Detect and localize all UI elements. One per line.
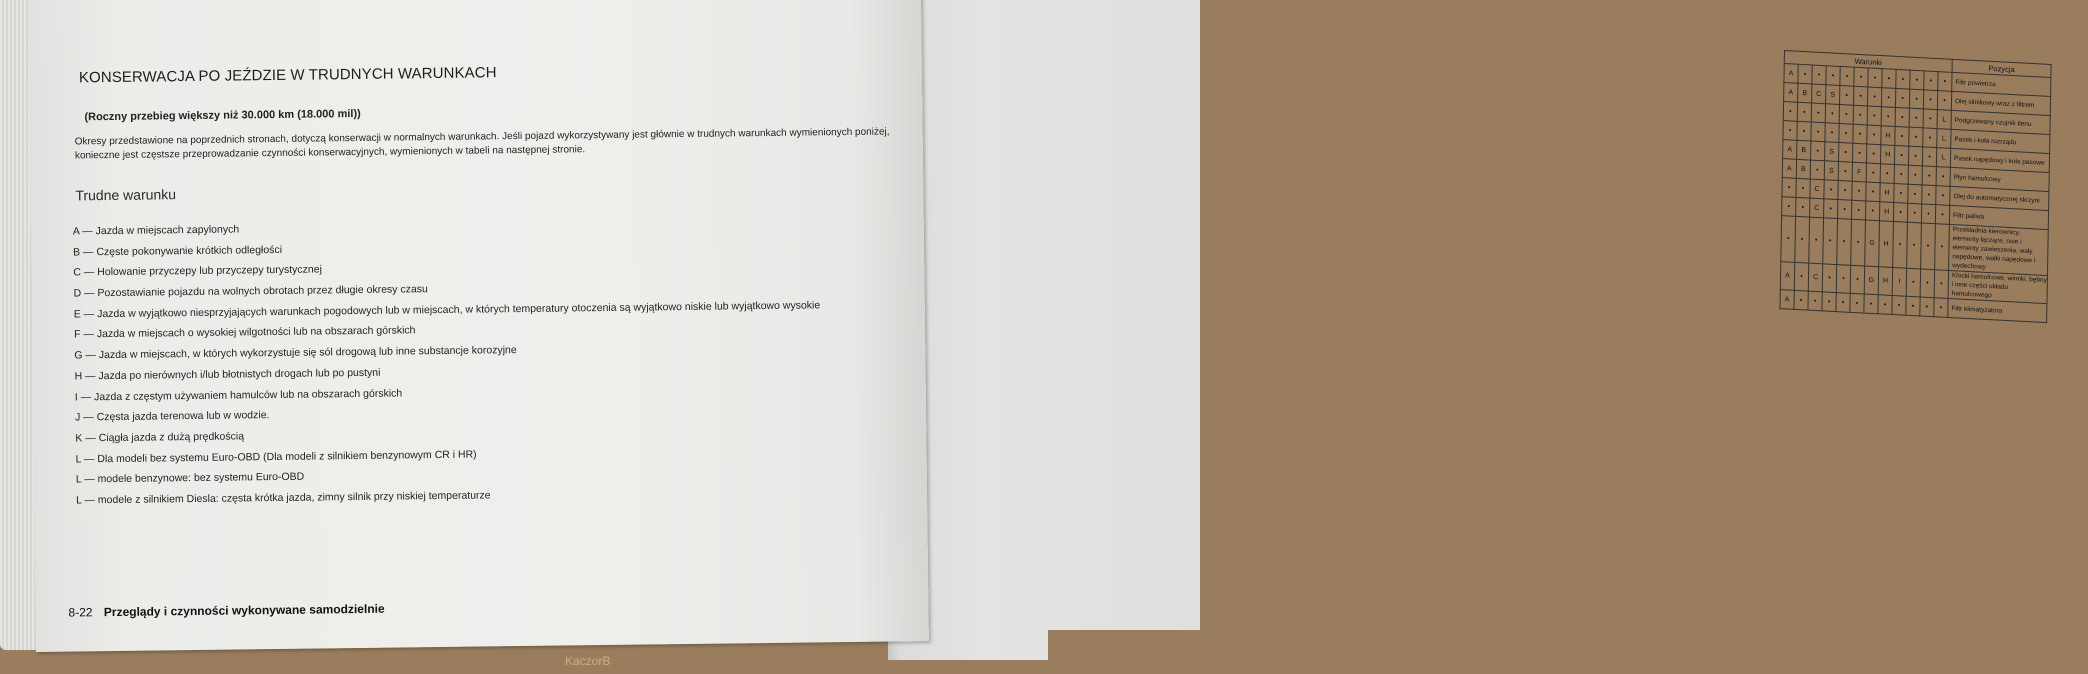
condition-cell: • [1836,293,1850,313]
condition-cell: • [1838,200,1852,220]
condition-cell: • [1922,166,1936,186]
condition-cell: • [1851,219,1866,266]
item-cell: Olej silnikowy wraz z filtrem [1951,91,2050,115]
condition-cell: • [1935,224,1950,271]
condition-cell: • [1853,143,1867,163]
condition-cell: • [1867,106,1881,126]
condition-cell: S [1826,85,1840,105]
condition-cell: • [1921,223,1936,270]
condition-cell: • [1796,197,1810,217]
table-surface [1048,630,1200,674]
condition-cell: B [1797,140,1811,160]
condition-cell: H [1879,202,1893,222]
condition-cell: • [1839,142,1853,162]
condition-item: L — Dla modeli bez systemu Euro-OBD (Dla modeli z silnikiem benzynowym CR i HR) [75,448,477,466]
condition-cell: • [1838,162,1852,182]
right-page [888,0,2047,660]
condition-cell: C [1812,84,1826,104]
condition-cell: • [1809,217,1824,264]
condition-cell: • [1853,124,1867,144]
condition-cell: • [1894,183,1908,203]
condition-cell: • [1907,203,1921,223]
condition-cell: • [1909,89,1923,109]
condition-item: K — Ciągła jazda z dużą prędkością [75,430,245,445]
condition-cell: • [1895,107,1909,127]
condition-cell: • [1782,197,1796,217]
maintenance-table [1779,50,2051,323]
intro-paragraph: Okresy przedstawione na poprzednich stronach, dotyczą konserwacji w normalnych warunkach. Jeśli pojazd wykorzystywany jest głównie w trudnych warunkach wymienionych poniżej, konieczne jest częstsze przeprowadzanie czynności konserwacyjnych, wymienionych w tabeli na następnej stronie. [74,126,890,162]
condition-cell: • [1910,70,1924,90]
condition-cell: • [1782,178,1796,198]
condition-cell: • [1839,123,1853,143]
condition-cell: • [1811,141,1825,161]
condition-cell: • [1824,199,1838,219]
condition-cell: • [1894,164,1908,184]
condition-item: G — Jazda w miejscach, w których wykorzystuje się sól drogową lub inne substancje korozyjne [74,344,517,362]
condition-cell: • [1866,182,1880,202]
condition-cell: L [1937,110,1951,130]
condition-cell: • [1895,88,1909,108]
condition-cell: • [1823,218,1838,265]
condition-cell: • [1908,165,1922,185]
condition-cell: • [1935,205,1949,225]
condition-cell: • [1852,181,1866,201]
condition-cell: • [1825,123,1839,143]
item-header: Pozycja [1952,59,2051,77]
condition-cell: • [1783,121,1797,141]
condition-cell: • [1796,178,1810,198]
condition-cell: • [1923,109,1937,129]
condition-cell: • [1797,102,1811,122]
condition-cell: H [1878,267,1892,296]
condition-cell: • [1866,163,1880,183]
condition-cell: H [1879,221,1894,268]
condition-cell: G [1865,220,1880,267]
condition-cell: • [1812,65,1826,85]
condition-cell: • [1795,216,1810,263]
condition-cell: • [1810,160,1824,180]
condition-item: F — Jazda w miejscach o wysokiej wilgotności lub na obszarach górskich [74,324,416,341]
condition-cell: • [1853,105,1867,125]
condition-cell: F [1852,162,1866,182]
condition-cell: • [1850,293,1864,313]
condition-cell: • [1839,104,1853,124]
page-title: KONSERWACJA PO JEŹDZIE W TRUDNYCH WARUNKACH [78,64,497,87]
condition-cell: • [1893,202,1907,222]
condition-cell: G [1864,266,1878,295]
condition-cell: • [1824,180,1838,200]
section-heading: Trudne warunku [75,186,177,204]
condition-cell: • [1934,270,1948,299]
condition-cell: • [1867,87,1881,107]
condition-cell: B [1796,159,1810,179]
condition-cell: • [1864,294,1878,314]
item-cell: Pasek i koła rozrządu [1951,129,2050,153]
condition-cell: A [1782,159,1796,179]
condition-cell: A [1780,290,1794,310]
condition-cell: • [1896,69,1910,89]
item-cell: Filtr paliwa [1949,205,2048,229]
condition-cell: • [1924,71,1938,91]
condition-cell: • [1825,104,1839,124]
condition-cell: • [1865,201,1879,221]
condition-cell: • [1840,66,1854,86]
condition-cell: A [1784,64,1798,84]
condition-cell: • [1838,181,1852,201]
condition-cell: • [1937,91,1951,111]
condition-cell: A [1783,140,1797,160]
item-cell: Klocki hamulcowe, wirniki, bębny i inne części układu hamulcowego [1948,270,2047,303]
watermark: KaczorB [565,654,611,668]
condition-item: L — modele z silnikiem Diesla: częsta krótka jazda, zimny silnik przy niskiej temperaturze [76,489,491,507]
conditions-list [73,212,823,511]
condition-cell: S [1825,142,1839,162]
item-cell: Pasek napędowy i koła pasowe [1950,148,2049,172]
condition-cell: • [1923,128,1937,148]
condition-cell: B [1798,83,1812,103]
condition-cell: • [1878,295,1892,315]
item-cell: Filtr klimatyzatora [1948,298,2047,322]
condition-cell: • [1868,68,1882,88]
condition-cell: • [1882,69,1896,89]
item-cell: Płyn hamulcowy [1950,167,2049,191]
condition-item: J — Częsta jazda terenowa lub w wodzie. [75,409,270,424]
condition-cell: • [1909,108,1923,128]
condition-cell: • [1920,297,1934,317]
footer-text: Przeglądy i czynności wykonywane samodzielnie [103,601,385,620]
condition-cell: L [1936,148,1950,168]
condition-cell: H [1880,183,1894,203]
condition-cell: • [1836,265,1850,294]
condition-cell: • [1794,262,1808,291]
condition-cell: • [1895,126,1909,146]
condition-item: B — Częste pokonywanie krótkich odległości [73,243,283,259]
condition-cell: S [1824,161,1838,181]
condition-cell: • [1850,265,1864,294]
condition-cell: • [1811,103,1825,123]
condition-item: D — Pozostawianie pojazdu na wolnych obrotach przez długie okresy czasu [73,283,428,300]
condition-cell: • [1922,185,1936,205]
condition-cell: C [1810,179,1824,199]
condition-item: E — Jazda w wyjątkowo niesprzyjających warunkach pogodowych lub w miejscach, w których temperatury otoczenia są wyjątkowo niskie lub wyjątkowo wysokie [73,299,821,321]
maintenance-table-body [1780,64,2051,323]
condition-cell: • [1854,86,1868,106]
condition-cell: H [1880,145,1894,165]
condition-cell: • [1781,216,1796,263]
condition-cell: C [1810,198,1824,218]
condition-cell: • [1909,127,1923,147]
condition-cell: • [1922,147,1936,167]
condition-cell: • [1867,125,1881,145]
condition-cell: A [1780,262,1794,291]
condition-cell: • [1808,291,1822,311]
condition-cell: • [1923,90,1937,110]
page-number: 8-22 [68,605,93,620]
condition-cell: • [1822,292,1836,312]
condition-cell: • [1907,222,1922,269]
left-page [28,0,929,652]
condition-cell: • [1936,167,1950,187]
condition-cell: • [1892,295,1906,315]
maintenance-table-wrap [1779,50,2087,325]
condition-cell: • [1783,102,1797,122]
condition-cell: C [1808,263,1822,292]
condition-cell: • [1837,219,1852,266]
condition-cell: • [1936,186,1950,206]
condition-item: C — Holowanie przyczepy lub przyczepy turystycznej [73,263,322,279]
condition-cell: • [1866,144,1880,164]
condition-cell: • [1938,72,1952,92]
page-footer [68,602,384,620]
conditions-header: Warunki [1784,51,1952,73]
condition-cell: • [1908,146,1922,166]
mileage-note: (Roczny przebieg większy niż 30.000 km (18.000 mil)) [84,107,361,124]
condition-cell: • [1794,290,1808,310]
condition-item: L — modele benzynowe: bez systemu Euro-OBD [75,470,305,486]
condition-cell: • [1934,298,1948,318]
condition-cell: • [1894,145,1908,165]
condition-cell: • [1921,204,1935,224]
condition-cell: • [1893,221,1908,268]
condition-cell: L [1937,129,1951,149]
condition-cell: I [1892,267,1906,296]
condition-item: H — Jazda po nierównych i/lub błotnistych drogach lub po pustyni [74,366,381,383]
condition-cell: • [1880,164,1894,184]
condition-cell: H [1881,126,1895,146]
condition-cell: • [1906,296,1920,316]
condition-cell: • [1854,67,1868,87]
item-cell: Filtr powietrza [1952,72,2051,96]
condition-cell: • [1881,88,1895,108]
item-cell: Przekładnia kierownicy, elementy łączące, osie i elementy zawieszenia, wały napędowe, wałki napędowe i wydechowy [1949,224,2049,275]
condition-cell: • [1840,85,1854,105]
item-cell: Podgrzewany czujnik tlenu [1951,110,2050,134]
condition-item: I — Jazda z częstym używaniem hamulców lub na obszarach górskich [74,386,403,403]
condition-item: A — Jazda w miejscach zapylonych [72,223,240,238]
condition-cell: • [1852,200,1866,220]
condition-cell: • [1908,184,1922,204]
condition-cell: • [1881,107,1895,127]
condition-cell: • [1797,121,1811,141]
item-cell: Olej do automatycznej skrzyni [1950,186,2049,210]
condition-cell: • [1822,264,1836,293]
condition-cell: • [1798,64,1812,84]
condition-cell: A [1784,83,1798,103]
condition-cell: • [1811,122,1825,142]
condition-cell: • [1826,66,1840,86]
condition-cell: • [1906,268,1920,297]
condition-cell: • [1920,269,1934,298]
